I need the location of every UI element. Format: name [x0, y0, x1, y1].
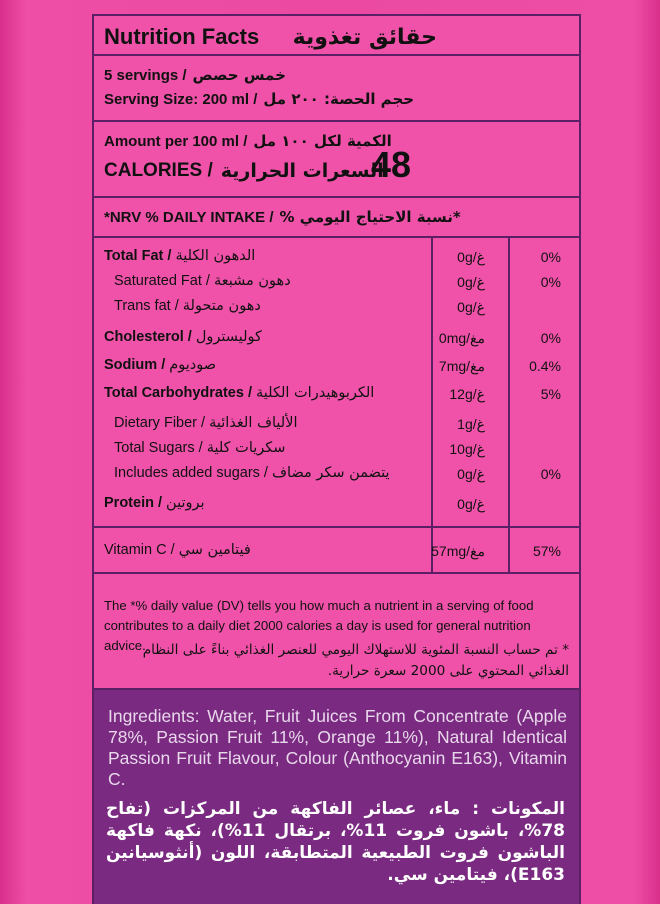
nutrient-percent: 0%	[540, 274, 561, 290]
nutrient-label-en: Sodium /	[104, 357, 166, 373]
vitamin-section	[94, 528, 579, 574]
nutrient-amount: 10g/غ	[449, 441, 485, 457]
nutrient-label-ar: بروتين	[166, 495, 205, 511]
nutrient-label-ar: الدهون الكلية	[175, 248, 256, 264]
ingredients-panel	[92, 690, 581, 904]
amount-per-ar: الكمية لكل ١٠٠ مل	[253, 132, 392, 150]
nrv-label-en: *NRV % DAILY INTAKE /	[104, 208, 274, 226]
calories-section	[94, 122, 579, 198]
footnote-section	[94, 574, 579, 690]
column-divider-amount	[431, 238, 433, 528]
nutrient-label-en: Dietary Fiber /	[114, 415, 206, 431]
vitamin-c-en: Vitamin C /	[104, 542, 175, 558]
nutrient-percent: 0%	[540, 249, 561, 265]
servings-section	[94, 56, 579, 122]
nutrient-label-ar: يتضمن سكر مضاف	[272, 465, 390, 481]
vitamin-divider-percent	[508, 528, 510, 574]
title-en: Nutrition Facts	[104, 24, 260, 49]
nutrient-label	[114, 298, 261, 314]
footnote-en: The *% daily value (DV) tells you how much a nutrient in a serving of food contributes to a daily diet 2000 calories a day is used for general nutrition advice.	[104, 598, 534, 653]
nutrient-label-ar: دهون مشبعة	[213, 273, 291, 289]
ingredients-en: Ingredients: Water, Fruit Juices From Concentrate (Apple 78%, Passion Fruit 11%, Orange 11%), Natural Identical Passion Fruit Flavour, Colour (Anthocyanin E163), Vitamin C.	[108, 706, 567, 789]
nutrient-percent: 0%	[540, 330, 561, 346]
nutrients-table	[94, 238, 579, 528]
nutrient-label-en: Saturated Fat /	[114, 273, 210, 289]
vitamin-c-ar: فيتامين سي	[178, 542, 251, 558]
calories-label-ar: السعرات الحرارية	[220, 160, 384, 182]
nutrient-label	[104, 329, 262, 345]
nutrient-amount: 0g/غ	[457, 274, 485, 290]
nutrient-amount: 12g/غ	[449, 386, 485, 402]
serving-size-ar: حجم الحصة: ٢٠٠ مل	[263, 90, 415, 108]
nutrient-amount: 1g/غ	[457, 416, 485, 432]
nutrient-label	[114, 273, 291, 289]
nutrient-label	[104, 357, 216, 373]
title-ar: حقائق تغذوية	[292, 24, 437, 50]
nutrient-label	[114, 415, 298, 431]
nutrition-facts-panel	[92, 14, 581, 690]
nutrient-percent: 0.4%	[529, 358, 561, 374]
nutrient-label-en: Trans fat /	[114, 298, 179, 314]
nutrient-amount: 7mg/مغ	[438, 358, 485, 374]
vitamin-c-label	[104, 542, 251, 558]
nutrient-label	[114, 440, 285, 456]
nutrient-percent: 5%	[540, 386, 561, 402]
calories-value: 48	[370, 144, 411, 185]
ingredients-ar: المكونات : ماء، عصائر الفاكهة من المركزات (تفاح 78%، باشون فروت 11%، برتقال 11%)، نكهة فاكهة الباشون فروت الطبيعية المتطابقة، اللون (أنثوسيانين E163)، فيتامين سي.	[106, 799, 565, 885]
nutrient-label-ar: الكربوهيدرات الكلية	[256, 385, 375, 401]
calories-label-en: CALORIES /	[104, 160, 213, 181]
vitamin-c-amount: 57mg/مغ	[431, 543, 485, 559]
nrv-section	[94, 198, 579, 238]
servings-en: 5 servings /	[104, 66, 187, 84]
nutrient-label-ar: الألياف الغذائية	[209, 415, 298, 431]
servings-ar: خمس حصص	[192, 66, 286, 84]
nutrient-label-en: Includes added sugars /	[114, 465, 268, 481]
nutrient-label	[104, 385, 374, 401]
vitamin-c-percent: 57%	[532, 543, 561, 559]
nutrient-amount: 0mg/مغ	[438, 330, 485, 346]
amount-per-en: Amount per 100 ml /	[104, 132, 248, 150]
nutrient-amount: 0g/غ	[457, 466, 485, 482]
nutrient-label	[114, 465, 390, 481]
nutrient-label-en: Protein /	[104, 495, 163, 511]
nutrient-label-ar: دهون متحولة	[182, 298, 261, 314]
nutrient-amount: 0g/غ	[457, 249, 485, 265]
nutrient-percent: 0%	[540, 466, 561, 482]
nutrient-label	[104, 248, 255, 264]
nutrient-label	[104, 495, 205, 511]
nutrient-label-ar: صوديوم	[169, 357, 217, 373]
nrv-label-ar: *نسبة الاحتياج اليومي %	[279, 208, 461, 226]
serving-size-en: Serving Size: 200 ml /	[104, 90, 258, 108]
nutrient-label-en: Total Sugars /	[114, 440, 203, 456]
header-section	[94, 16, 579, 56]
footnote-ar: * تم حساب النسبة المئوية للاستهلاك اليومي للعنصر الغذائي بناءً على النظام الغذائي المحتوي على 2000 سعرة حرارية.	[142, 642, 569, 679]
nutrient-label-en: Total Fat /	[104, 248, 172, 264]
column-divider-percent	[508, 238, 510, 528]
nutrient-label-en: Total Carbohydrates /	[104, 385, 252, 401]
nutrient-amount: 0g/غ	[457, 299, 485, 315]
nutrient-label-ar: سكريات كلية	[206, 440, 286, 456]
nutrient-label-en: Cholesterol /	[104, 329, 192, 345]
nutrient-amount: 0g/غ	[457, 496, 485, 512]
nutrient-label-ar: كوليسترول	[195, 329, 262, 345]
